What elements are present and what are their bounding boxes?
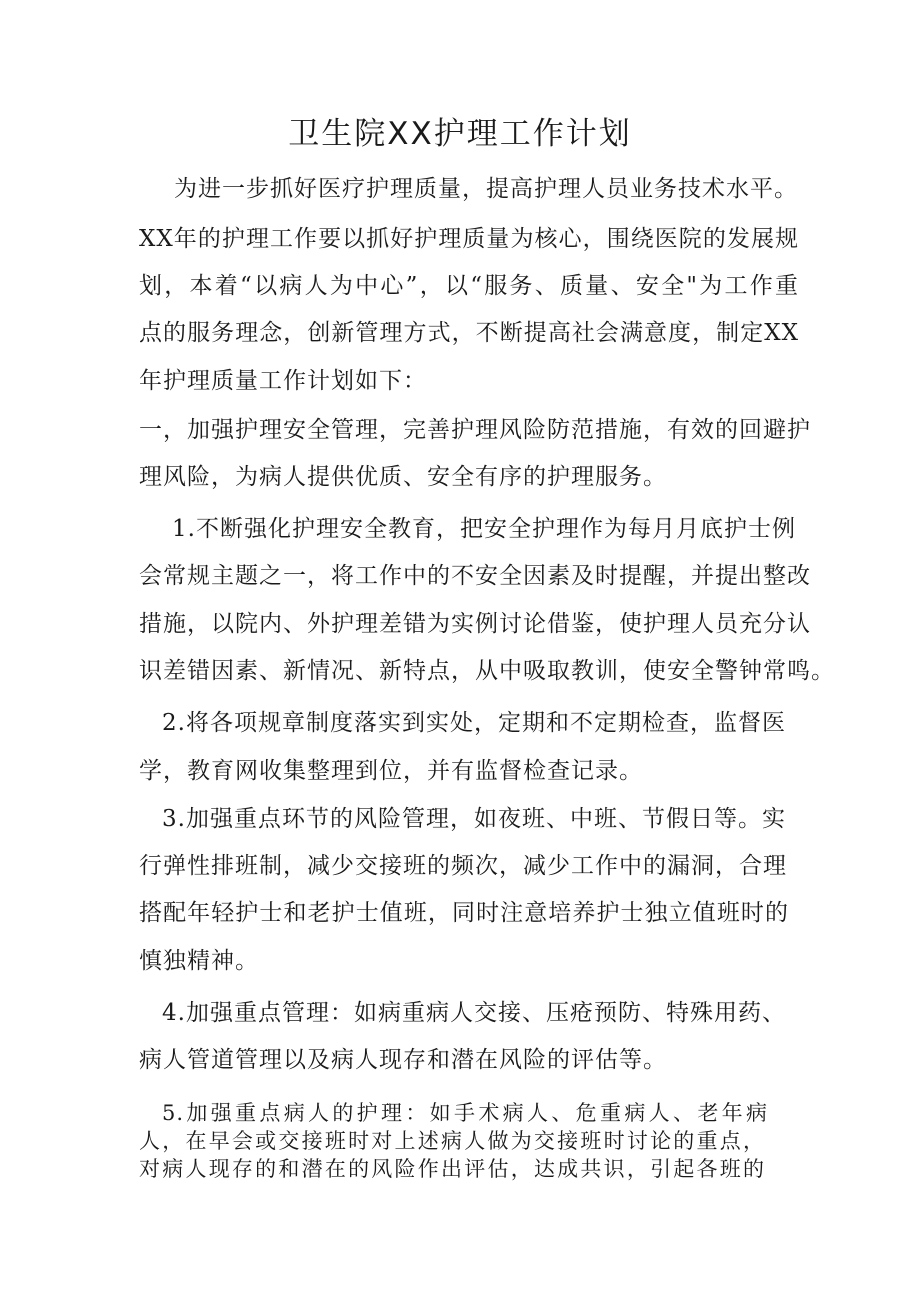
paragraph-line: 点的服务理念，创新管理方式，不断提高社会满意度，制定XX xyxy=(139,320,799,346)
item-line: 3.加强重点环节的风险管理，如夜班、中班、节假日等。实 xyxy=(162,806,786,832)
paragraph-line: 为进一步抓好医疗护理质量，提高护理人员业务技术水平。 xyxy=(174,176,798,202)
item-line: 措施，以院内、外护理差错为实例讨论借鉴，使护理人员充分认 xyxy=(139,611,811,637)
item-line: 5.加强重点病人的护理：如手术病人、危重病人、老年病 xyxy=(162,1101,768,1125)
section-heading-line: 一，加强护理安全管理，完善护理风险防范措施，有效的回避护 xyxy=(139,417,811,443)
item-line: 病人管道管理以及病人现存和潜在风险的评估等。 xyxy=(139,1047,667,1073)
item-line: 4.加强重点管理：如病重病人交接、压疮预防、特殊用药、 xyxy=(162,1000,786,1026)
paragraph-line: XX年的护理工作要以抓好护理质量为核心，围绕医院的发展规 xyxy=(139,226,799,252)
item-line: 1.不断强化护理安全教育，把安全护理作为每月月底护士例 xyxy=(172,516,796,542)
paragraph-line: 年护理质量工作计划如下： xyxy=(139,368,427,394)
page-title: 卫生院XX护理工作计划 xyxy=(288,116,632,152)
item-line: 搭配年轻护士和老护士值班，同时注意培养护士独立值班时的 xyxy=(139,900,789,926)
section-heading-line: 理风险，为病人提供优质、安全有序的护理服务。 xyxy=(139,464,667,490)
item-line: 人，在早会或交接班时对上述病人做为交接班时讨论的重点， xyxy=(139,1129,765,1153)
item-line: 会常规主题之一，将工作中的不安全因素及时提醒，并提出整改 xyxy=(139,563,811,589)
item-line: 对病人现存的和潜在的风险作出评估，达成共识，引起各班的 xyxy=(139,1157,765,1181)
item-line: 识差错因素、新情况、新特点，从中吸取教训，使安全警钟常鸣。 xyxy=(139,658,835,684)
item-line: 2.将各项规章制度落实到实处，定期和不定期检查，监督医 xyxy=(162,710,786,736)
item-line: 慎独精神。 xyxy=(139,948,259,974)
item-line: 学，教育网收集整理到位，并有监督检查记录。 xyxy=(139,758,643,784)
item-line: 行弹性排班制，减少交接班的频次，减少工作中的漏洞，合理 xyxy=(139,853,787,879)
paragraph-line: 划，本着“以病人为中心”，以“服务、质量、安全"为工作重 xyxy=(139,273,799,299)
